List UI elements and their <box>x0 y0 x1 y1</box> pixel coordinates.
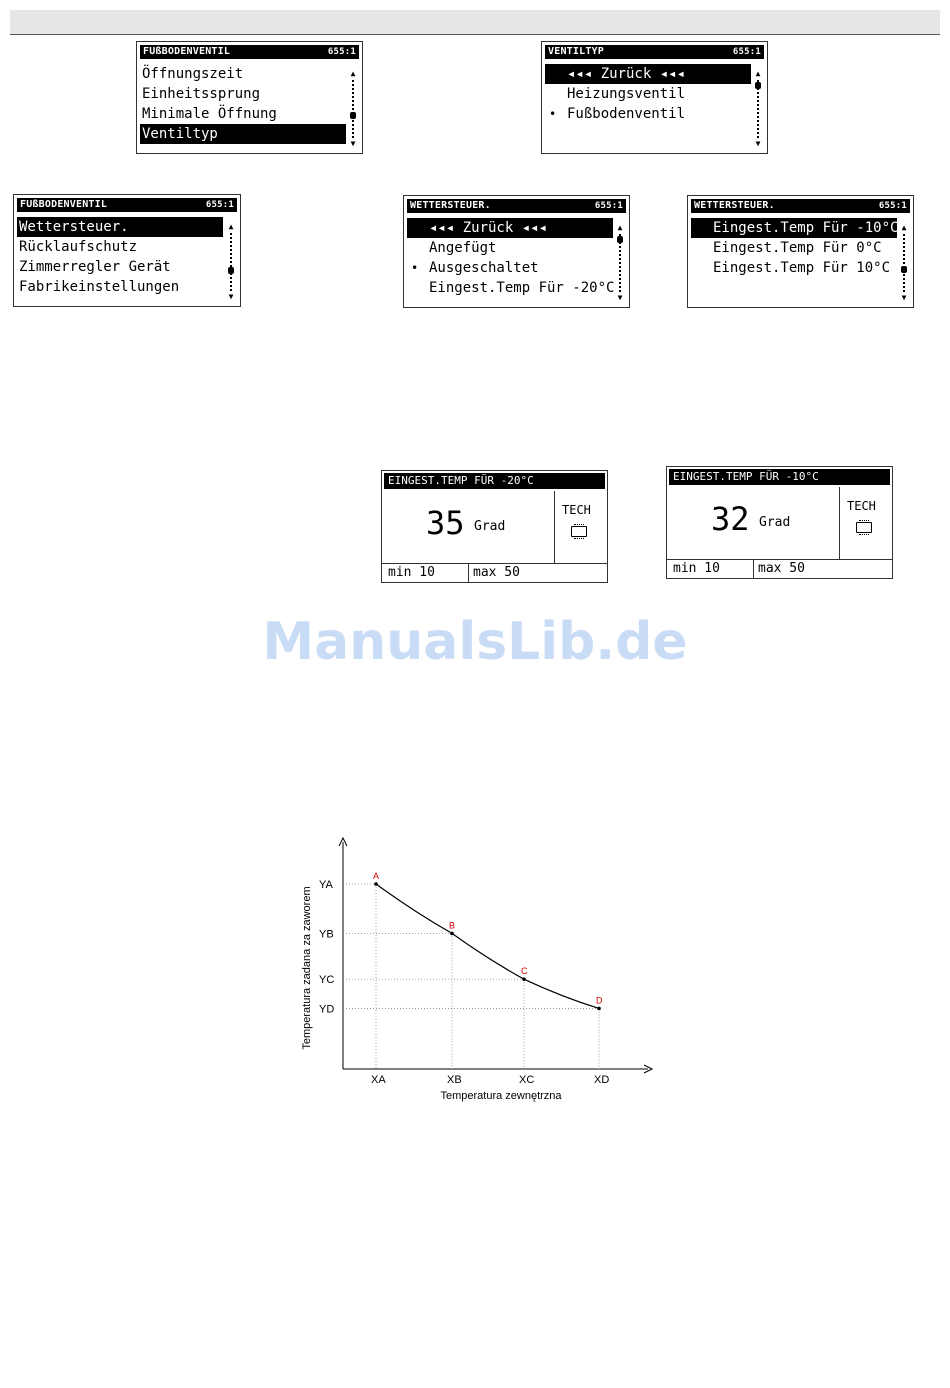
scrollbar[interactable] <box>226 223 236 301</box>
menu-item-label: Eingest.Temp Für 0°C <box>713 240 882 256</box>
menu-item-oeffnungszeit[interactable]: Öffnungszeit <box>142 66 244 82</box>
heating-curve-chart <box>290 828 670 1118</box>
scroll-thumb <box>901 266 907 273</box>
scroll-up-icon: ▲ <box>228 222 234 231</box>
menu-item-temp-10[interactable] <box>691 258 897 278</box>
lcd-ventiltyp-menu <box>541 41 768 154</box>
screen-counter: 655:1 <box>732 47 761 57</box>
lcd-wettersteuer-menu-2 <box>687 195 914 308</box>
scrollbar[interactable] <box>753 70 763 148</box>
page-top-bar <box>10 10 940 34</box>
menu-item-temp-minus-20[interactable] <box>407 278 613 298</box>
screen-counter: 655:1 <box>594 201 623 211</box>
y-tick-label: YC <box>319 974 335 987</box>
scrollbar[interactable] <box>348 70 358 148</box>
min-label: min 10 <box>388 565 435 580</box>
watermark: ManualsLib.de <box>262 612 688 672</box>
menu-list <box>691 218 897 278</box>
menu-list <box>17 217 223 297</box>
menu-item-heizungsventil[interactable] <box>545 84 751 104</box>
scroll-down-icon: ▼ <box>617 293 623 302</box>
scroll-thumb <box>617 236 623 243</box>
scroll-down-icon: ▼ <box>350 139 356 148</box>
point-label: D <box>596 995 603 1006</box>
divider <box>468 564 469 583</box>
menu-item-ventiltyp[interactable]: Ventiltyp <box>140 124 346 144</box>
x-tick-label: XD <box>594 1074 610 1086</box>
screen-title: EINGEST.TEMP FÜR -20°C <box>384 473 605 489</box>
scroll-up-icon: ▲ <box>755 69 761 78</box>
screen-title: FUßBODENVENTIL <box>20 199 108 210</box>
selected-bullet-icon: • <box>411 261 419 275</box>
x-tick-label: XB <box>447 1074 462 1086</box>
data-point <box>597 1007 601 1011</box>
scroll-up-icon: ▲ <box>617 223 623 232</box>
x-tick-label: XA <box>371 1074 386 1086</box>
lcd-temp-minus-20-setting <box>381 470 608 583</box>
scroll-down-icon: ▼ <box>755 139 761 148</box>
menu-item-label: Eingest.Temp Für -20°C <box>429 280 615 296</box>
menu-item-temp-minus-10[interactable] <box>691 218 897 238</box>
screen-title: FUßBODENVENTIL <box>143 46 231 57</box>
x-tick-label: XC <box>519 1074 535 1086</box>
screen-counter: 655:1 <box>327 47 356 57</box>
menu-item-label: Eingest.Temp Für 10°C <box>713 260 891 276</box>
scroll-up-icon: ▲ <box>901 223 907 232</box>
screen-counter: 655:1 <box>205 200 234 210</box>
point-label: A <box>373 871 380 881</box>
menu-item-minimale-oeffnung[interactable]: Minimale Öffnung <box>142 106 277 122</box>
scroll-thumb <box>755 82 761 89</box>
divider <box>753 560 754 579</box>
menu-item-fabrikeinstellungen[interactable]: Fabrikeinstellungen <box>19 279 180 295</box>
lcd-fussbodenventil-menu-2 <box>13 194 241 307</box>
chip-icon <box>856 522 872 533</box>
temperature-unit: Grad <box>474 519 506 534</box>
heating-curve-line <box>376 884 599 1008</box>
min-label: min 10 <box>673 561 720 576</box>
scroll-down-icon: ▼ <box>228 292 234 301</box>
screen-counter: 655:1 <box>878 201 907 211</box>
screen-title: WETTERSTEUER. <box>694 200 775 211</box>
screen-title: WETTERSTEUER. <box>410 200 491 211</box>
chip-icon <box>571 526 587 537</box>
scroll-track <box>230 233 232 291</box>
menu-item-zimmerregler-geraet[interactable]: Zimmerregler Gerät <box>19 259 171 275</box>
scroll-down-icon: ▼ <box>901 293 907 302</box>
screen-title: VENTILTYP <box>548 46 604 57</box>
lcd-wettersteuer-menu-1 <box>403 195 630 308</box>
menu-item-label: Heizungsventil <box>567 86 686 102</box>
data-point <box>522 977 526 981</box>
menu-item-zurueck[interactable] <box>545 64 751 84</box>
lcd-fussbodenventil-menu-1 <box>136 41 363 154</box>
menu-list <box>545 64 751 124</box>
scroll-track <box>903 234 905 292</box>
divider <box>667 559 892 560</box>
lcd-header <box>140 45 359 59</box>
scrollbar[interactable] <box>899 224 909 302</box>
menu-item-label: Angefügt <box>429 240 497 256</box>
temperature-unit: Grad <box>759 515 791 530</box>
menu-item-label: ◂◂◂ Zurück ◂◂◂ <box>567 66 686 82</box>
data-point <box>450 932 454 936</box>
scroll-up-icon: ▲ <box>350 69 356 78</box>
screen-title: EINGEST.TEMP FÜR -10°C <box>669 469 890 485</box>
menu-item-ausgeschaltet[interactable] <box>407 258 613 278</box>
divider <box>839 487 840 559</box>
lcd-header <box>545 45 764 59</box>
lcd-temp-minus-10-setting <box>666 466 893 579</box>
menu-item-angefuegt[interactable] <box>407 238 613 258</box>
selected-bullet-icon: • <box>549 107 557 121</box>
menu-list <box>140 64 346 144</box>
menu-list <box>407 218 613 298</box>
brand-label: TECH <box>847 499 876 513</box>
scrollbar[interactable] <box>615 224 625 302</box>
y-tick-label: YA <box>319 879 333 891</box>
menu-item-ruecklaufschutz[interactable]: Rücklaufschutz <box>19 239 138 255</box>
y-axis-title: Temperatura zadana za zaworem <box>301 886 313 1050</box>
page-top-rule <box>10 34 940 35</box>
point-label: B <box>449 920 456 931</box>
lcd-header <box>691 199 910 213</box>
menu-item-label: Eingest.Temp Für -10°C <box>713 220 899 236</box>
temperature-value[interactable]: 32 <box>711 500 750 538</box>
menu-item-fussbodenventil[interactable] <box>545 104 751 124</box>
menu-item-zurueck[interactable] <box>407 218 613 238</box>
menu-item-wettersteuer[interactable]: Wettersteuer. <box>17 217 223 237</box>
scroll-thumb <box>228 267 234 274</box>
lcd-header <box>17 198 237 212</box>
menu-item-label: Ausgeschaltet <box>429 260 539 276</box>
menu-item-label: Fußbodenventil <box>567 106 686 122</box>
scroll-track <box>352 80 354 138</box>
data-point <box>374 882 378 886</box>
menu-item-label: ◂◂◂ Zurück ◂◂◂ <box>429 220 548 236</box>
max-label: max 50 <box>473 565 520 580</box>
divider <box>382 563 607 564</box>
point-label: C <box>521 966 528 977</box>
y-tick-label: YB <box>319 928 334 941</box>
divider <box>554 491 555 563</box>
menu-item-einheitssprung[interactable]: Einheitssprung <box>142 86 261 102</box>
y-tick-label: YD <box>319 1003 335 1016</box>
scroll-thumb <box>350 112 356 119</box>
max-label: max 50 <box>758 561 805 576</box>
temperature-value[interactable]: 35 <box>426 504 465 542</box>
x-axis-title: Temperatura zewnętrzna <box>440 1090 562 1102</box>
menu-item-temp-0[interactable] <box>691 238 897 258</box>
brand-label: TECH <box>562 503 591 517</box>
lcd-header <box>407 199 626 213</box>
